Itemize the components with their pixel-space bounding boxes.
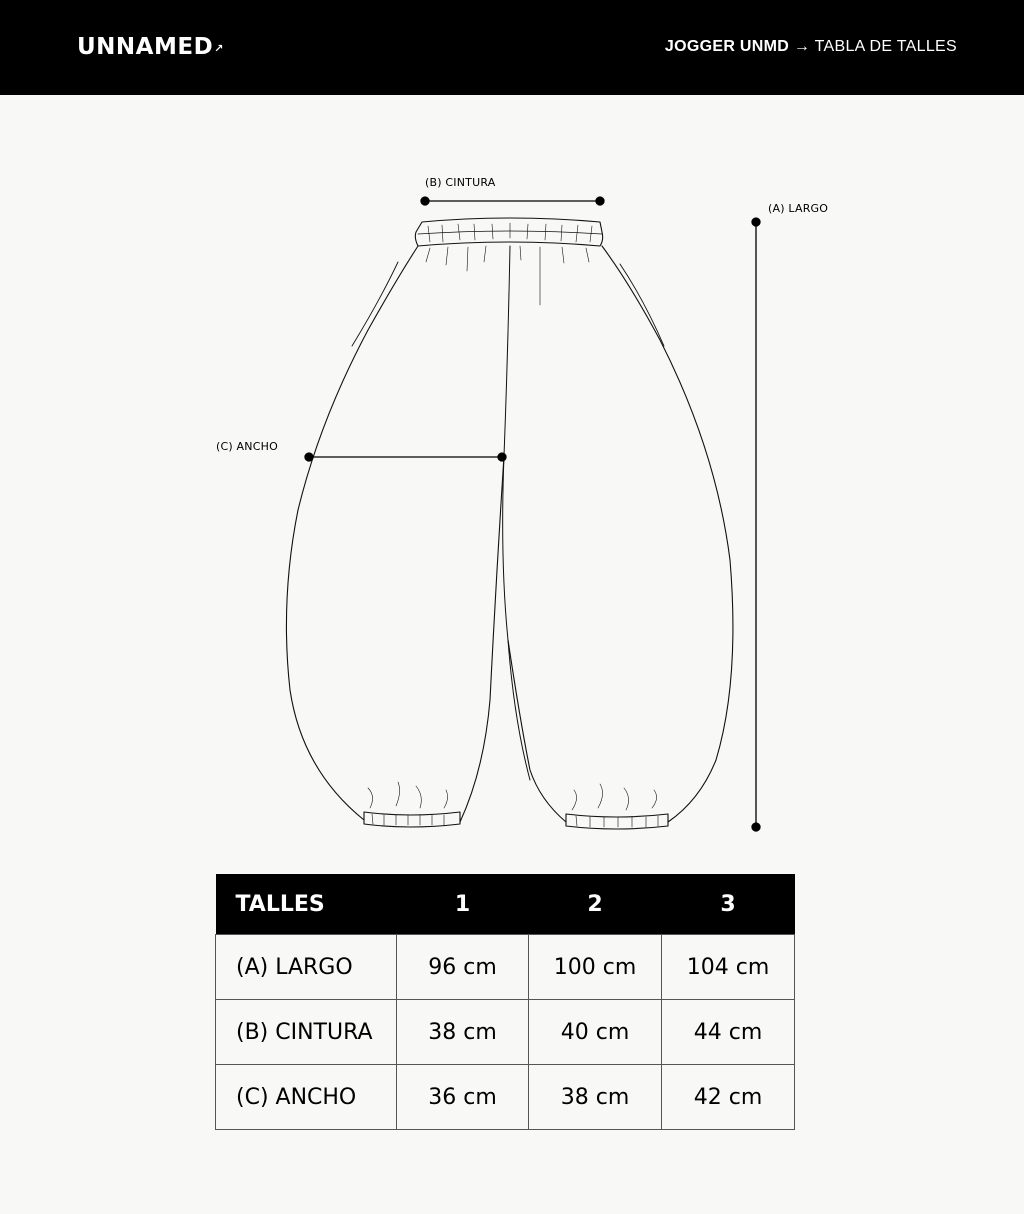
table-cell: 96 cm (397, 935, 529, 1000)
row-label-largo: (A) LARGO (216, 935, 397, 1000)
table-row (216, 935, 795, 1000)
left-pocket (352, 262, 398, 346)
waist-label: (B) CINTURA (425, 176, 496, 189)
header-size-1: 1 (397, 874, 529, 935)
center-seam (503, 246, 530, 780)
waist-measure-end (596, 197, 604, 205)
length-label: (A) LARGO (768, 202, 829, 215)
breadcrumb-current: TABLA DE TALLES (814, 38, 957, 55)
waist-measure-start (421, 197, 429, 205)
header-size-3: 3 (662, 874, 795, 935)
breadcrumb (665, 38, 957, 56)
header-size-2: 2 (529, 874, 662, 935)
header-talles: TALLES (216, 874, 397, 935)
right-leg-outline (602, 246, 733, 822)
left-cuff (364, 812, 460, 827)
table-row (216, 1000, 795, 1065)
length-measure-start (752, 218, 760, 226)
table-cell: 38 cm (397, 1000, 529, 1065)
table-cell: 100 cm (529, 935, 662, 1000)
top-bar (0, 0, 1024, 95)
table-cell: 38 cm (529, 1065, 662, 1130)
waistband (415, 218, 602, 246)
brand-name: UNNAMED (77, 34, 214, 60)
length-measure-end (752, 823, 760, 831)
right-cuff (566, 814, 668, 829)
row-label-ancho: (C) ANCHO (216, 1065, 397, 1130)
right-pocket (620, 264, 664, 346)
brand-arrow-icon: ↗ (214, 42, 224, 55)
table-cell: 44 cm (662, 1000, 795, 1065)
breadcrumb-product[interactable]: JOGGER UNMD (664, 38, 790, 55)
brand-logo[interactable] (77, 33, 224, 61)
pants-illustration (0, 95, 1024, 865)
left-leg-outline (286, 246, 418, 820)
table-cell: 104 cm (662, 935, 795, 1000)
table-row (216, 1065, 795, 1130)
width-label: (C) ANCHO (216, 440, 278, 453)
size-table-header (216, 874, 795, 935)
pants-diagram (0, 95, 1024, 865)
width-measure-end (498, 453, 506, 461)
width-measure-start (305, 453, 313, 461)
row-label-cintura: (B) CINTURA (216, 1000, 397, 1065)
breadcrumb-arrow-icon: → (793, 38, 811, 55)
table-cell: 36 cm (397, 1065, 529, 1130)
table-cell: 40 cm (529, 1000, 662, 1065)
size-table (215, 874, 795, 1130)
table-cell: 42 cm (662, 1065, 795, 1130)
